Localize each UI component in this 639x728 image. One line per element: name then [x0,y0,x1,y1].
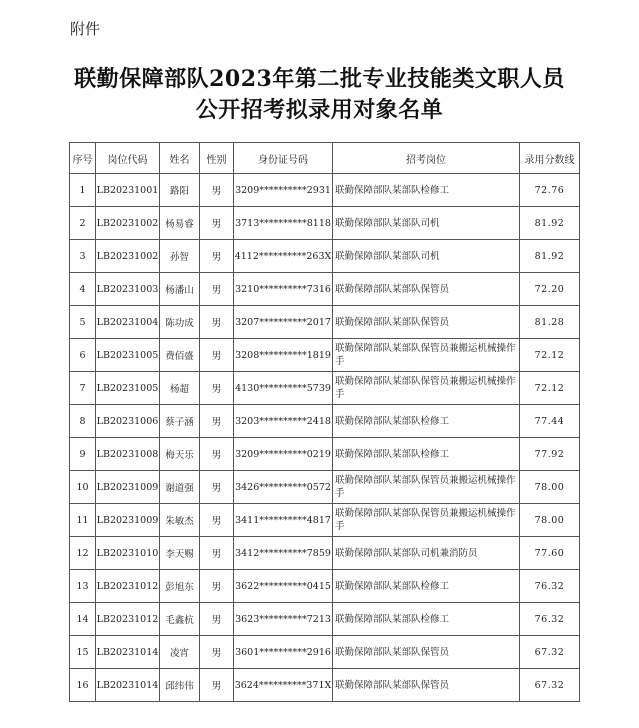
cell-gender: 男 [200,372,234,405]
table-row [70,405,580,438]
cell-gender: 男 [200,504,234,537]
cell-position: 联勤保障部队某部队检修工 [333,174,520,207]
cell-name: 梅天乐 [160,438,200,471]
cell-id: 3208**********1819 [234,339,333,372]
cell-code: LB20231010 [96,537,160,570]
cell-score: 76.32 [520,603,580,636]
cell-gender: 男 [200,537,234,570]
cell-score: 77.92 [520,438,580,471]
cell-name: 毛鑫杭 [160,603,200,636]
cell-code: LB20231014 [96,636,160,669]
cell-name: 杨易睿 [160,207,200,240]
table-row [70,570,580,603]
header-position: 招考岗位 [333,143,520,174]
table-row [70,339,580,372]
cell-score: 67.32 [520,636,580,669]
page-title-line-1: 联勤保障部队2023年第二批专业技能类文职人员 [74,66,565,92]
cell-gender: 男 [200,174,234,207]
cell-score: 77.60 [520,537,580,570]
cell-code: LB20231001 [96,174,160,207]
cell-code: LB20231003 [96,273,160,306]
cell-no: 13 [70,570,96,603]
cell-position: 联勤保障部队某部队保管员 [333,306,520,339]
table-row [70,636,580,669]
header-no: 序号 [70,143,96,174]
cell-name: 蔡子涵 [160,405,200,438]
cell-score: 72.12 [520,339,580,372]
cell-no: 12 [70,537,96,570]
cell-code: LB20231008 [96,438,160,471]
cell-position: 联勤保障部队某部队保管员兼搬运机械操作手 [333,504,520,537]
candidate-table [69,142,580,702]
cell-name: 李天赐 [160,537,200,570]
table-row [70,603,580,636]
header-id-number: 身份证号码 [234,143,333,174]
cell-score: 78.00 [520,504,580,537]
cell-id: 4112**********263X [234,240,333,273]
table-row [70,207,580,240]
cell-id: 3601**********2916 [234,636,333,669]
cell-code: LB20231012 [96,603,160,636]
cell-code: LB20231004 [96,306,160,339]
cell-name: 朱敏杰 [160,504,200,537]
cell-code: LB20231009 [96,471,160,504]
cell-no: 8 [70,405,96,438]
cell-code: LB20231012 [96,570,160,603]
cell-gender: 男 [200,240,234,273]
cell-score: 81.92 [520,207,580,240]
cell-no: 4 [70,273,96,306]
header-score: 录用分数线 [520,143,580,174]
cell-id: 3207**********2017 [234,306,333,339]
cell-gender: 男 [200,405,234,438]
cell-code: LB20231005 [96,339,160,372]
cell-name: 费佰盛 [160,339,200,372]
header-name: 姓名 [160,143,200,174]
cell-id: 3624**********371X [234,669,333,702]
cell-no: 10 [70,471,96,504]
cell-code: LB20231002 [96,240,160,273]
cell-position: 联勤保障部队某部队保管员兼搬运机械操作手 [333,339,520,372]
cell-no: 3 [70,240,96,273]
cell-id: 3209**********2931 [234,174,333,207]
cell-gender: 男 [200,306,234,339]
cell-no: 6 [70,339,96,372]
cell-position: 联勤保障部队某部队检修工 [333,405,520,438]
cell-code: LB20231014 [96,669,160,702]
cell-name: 陈功成 [160,306,200,339]
cell-score: 72.12 [520,372,580,405]
cell-no: 16 [70,669,96,702]
table-row [70,471,580,504]
cell-position: 联勤保障部队某部队保管员兼搬运机械操作手 [333,471,520,504]
cell-gender: 男 [200,603,234,636]
cell-gender: 男 [200,339,234,372]
cell-no: 11 [70,504,96,537]
cell-score: 72.20 [520,273,580,306]
cell-no: 2 [70,207,96,240]
cell-id: 3412**********7859 [234,537,333,570]
table-row [70,372,580,405]
cell-score: 72.76 [520,174,580,207]
cell-gender: 男 [200,471,234,504]
attachment-label: 附件 [70,20,101,38]
cell-id: 3203**********2418 [234,405,333,438]
cell-position: 联勤保障部队某部队司机兼消防员 [333,537,520,570]
cell-position: 联勤保障部队某部队保管员 [333,669,520,702]
cell-position: 联勤保障部队某部队保管员 [333,273,520,306]
cell-position: 联勤保障部队某部队检修工 [333,438,520,471]
cell-position: 联勤保障部队某部队保管员 [333,636,520,669]
cell-score: 67.32 [520,669,580,702]
cell-code: LB20231009 [96,504,160,537]
table-row [70,537,580,570]
cell-gender: 男 [200,636,234,669]
cell-name: 杨潘山 [160,273,200,306]
cell-position: 联勤保障部队某部队保管员兼搬运机械操作手 [333,372,520,405]
cell-gender: 男 [200,570,234,603]
table-row [70,273,580,306]
cell-name: 路阳 [160,174,200,207]
cell-id: 3411**********4817 [234,504,333,537]
page-title-line-2: 公开招考拟录用对象名单 [195,97,444,123]
cell-score: 76.32 [520,570,580,603]
cell-id: 3623**********7213 [234,603,333,636]
cell-position: 联勤保障部队某部队司机 [333,240,520,273]
cell-score: 78.00 [520,471,580,504]
cell-gender: 男 [200,273,234,306]
cell-name: 彭旭东 [160,570,200,603]
table-row [70,240,580,273]
table-row [70,438,580,471]
cell-id: 3622**********0415 [234,570,333,603]
cell-name: 凌宵 [160,636,200,669]
cell-id: 4130**********5739 [234,372,333,405]
cell-no: 14 [70,603,96,636]
cell-name: 谢道强 [160,471,200,504]
cell-no: 7 [70,372,96,405]
cell-position: 联勤保障部队某部队检修工 [333,603,520,636]
cell-gender: 男 [200,438,234,471]
cell-code: LB20231002 [96,207,160,240]
table-row [70,669,580,702]
cell-no: 1 [70,174,96,207]
cell-name: 杨超 [160,372,200,405]
table-row [70,174,580,207]
cell-position: 联勤保障部队某部队检修工 [333,570,520,603]
cell-no: 15 [70,636,96,669]
header-position-code: 岗位代码 [96,143,160,174]
header-gender: 性别 [200,143,234,174]
cell-gender: 男 [200,669,234,702]
cell-score: 77.44 [520,405,580,438]
cell-no: 5 [70,306,96,339]
cell-gender: 男 [200,207,234,240]
cell-code: LB20231005 [96,372,160,405]
cell-name: 邱纬伟 [160,669,200,702]
cell-id: 3210**********7316 [234,273,333,306]
table-header-row [70,143,580,174]
cell-name: 孙智 [160,240,200,273]
table-row [70,306,580,339]
cell-score: 81.92 [520,240,580,273]
cell-score: 81.28 [520,306,580,339]
cell-id: 3209**********0219 [234,438,333,471]
cell-id: 3426**********0572 [234,471,333,504]
cell-position: 联勤保障部队某部队司机 [333,207,520,240]
cell-id: 3713**********8118 [234,207,333,240]
cell-code: LB20231006 [96,405,160,438]
cell-no: 9 [70,438,96,471]
table-row [70,504,580,537]
